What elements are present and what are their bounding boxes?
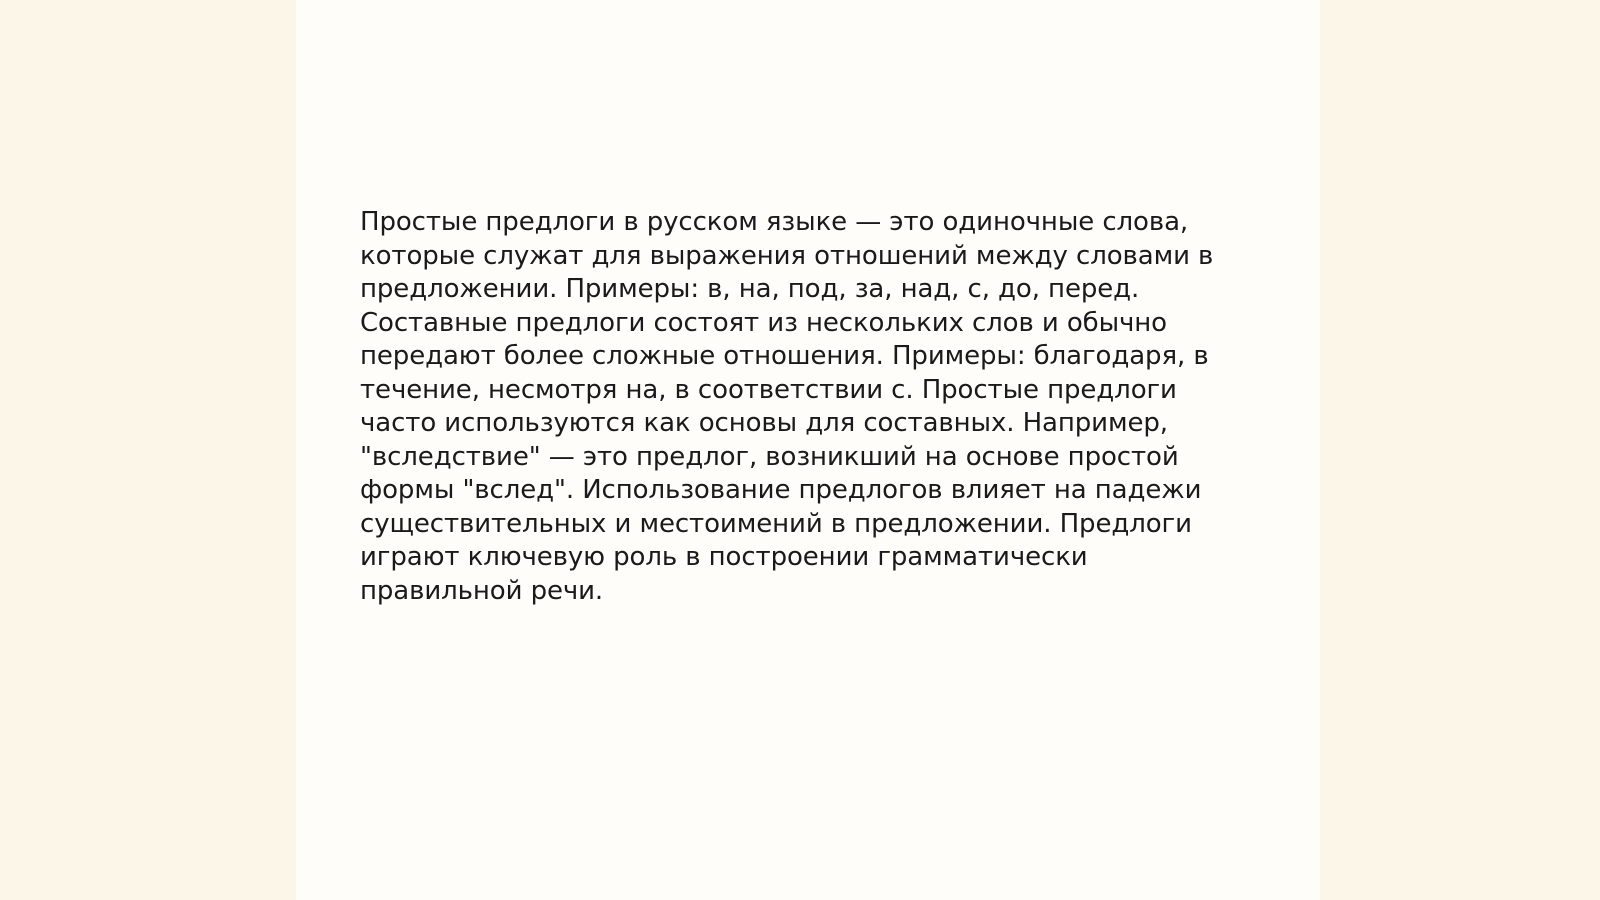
paragraph-line: течение, несмотря на, в соответствии с. Простые предлоги	[360, 374, 1177, 405]
paragraph-line: предложении. Примеры: в, на, под, за, над, с, до, перед.	[360, 274, 1140, 304]
document-sheet	[296, 0, 1320, 900]
body-paragraph	[360, 206, 1240, 608]
paragraph-line: которые служат для выражения отношений между словами в	[360, 240, 1214, 271]
paragraph-line: играют ключевую роль в построении грамматически	[360, 542, 1088, 572]
paragraph-line: часто используются как основы для составных. Например,	[360, 408, 1168, 438]
paragraph-line: передают более сложные отношения. Примеры: благодаря, в	[360, 341, 1209, 371]
paragraph-line: Составные предлоги состоят из нескольких слов и обычно	[360, 307, 1167, 338]
paragraph-line: формы "вслед". Использование предлогов влияет на падежи	[360, 475, 1202, 505]
paragraph-line: существительных и местоимений в предложении. Предлоги	[360, 508, 1192, 539]
paragraph-line: "вследствие" — это предлог, возникший на основе простой	[360, 441, 1179, 472]
paragraph-line: правильной речи.	[360, 575, 604, 606]
paragraph-line: Простые предлоги в русском языке — это одиночные слова,	[360, 207, 1189, 237]
